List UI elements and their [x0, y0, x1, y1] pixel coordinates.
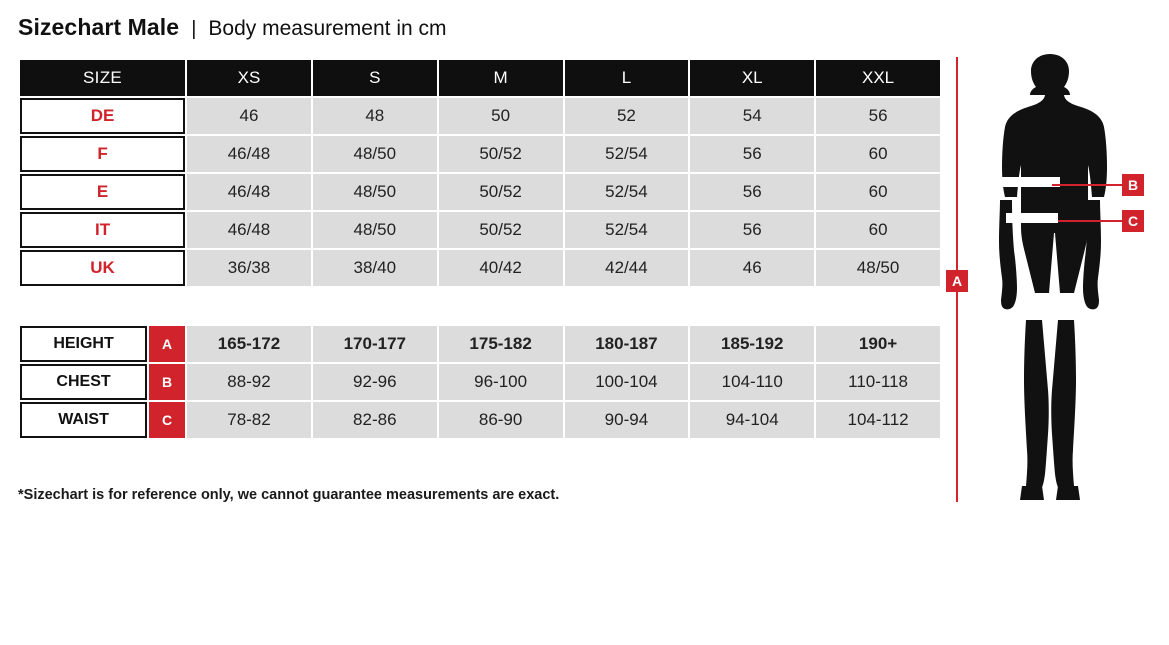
cell-de-xl: 54	[690, 98, 814, 134]
cell-uk-s: 38/40	[313, 250, 437, 286]
row-label-f: F	[20, 136, 185, 172]
cell-it-xxl: 60	[816, 212, 940, 248]
cell-f-xs: 46/48	[187, 136, 311, 172]
cell-it-xl: 56	[690, 212, 814, 248]
title-subtitle: Body measurement in cm	[208, 17, 447, 40]
table-row	[20, 250, 940, 286]
cell-waist-s: 82-86	[313, 402, 437, 438]
cell-chest-s: 92-96	[313, 364, 437, 400]
cell-height-s: 170-177	[313, 326, 437, 362]
cell-e-l: 52/54	[565, 174, 689, 210]
cell-chest-m: 96-100	[439, 364, 563, 400]
cell-waist-xl: 94-104	[690, 402, 814, 438]
cell-waist-l: 90-94	[565, 402, 689, 438]
cell-uk-xxl: 48/50	[816, 250, 940, 286]
footnote-text: *Sizechart is for reference only, we cannot guarantee measurements are exact.	[18, 487, 560, 503]
cell-it-s: 48/50	[313, 212, 437, 248]
cell-height-m: 175-182	[439, 326, 563, 362]
sizechart-table	[18, 58, 942, 440]
cell-f-l: 52/54	[565, 136, 689, 172]
cell-chest-xxl: 110-118	[816, 364, 940, 400]
row-label-uk: UK	[20, 250, 185, 286]
table-row	[20, 212, 940, 248]
cell-chest-l: 100-104	[565, 364, 689, 400]
cell-de-l: 52	[565, 98, 689, 134]
badge-chest-b: B	[149, 364, 185, 400]
cell-uk-m: 40/42	[439, 250, 563, 286]
table-row	[20, 136, 940, 172]
figure-badge-b: B	[1122, 174, 1144, 196]
cell-height-l: 180-187	[565, 326, 689, 362]
cell-e-xs: 46/48	[187, 174, 311, 210]
table-row	[20, 98, 940, 134]
title-separator: |	[191, 18, 197, 40]
cell-it-l: 52/54	[565, 212, 689, 248]
cell-height-xl: 185-192	[690, 326, 814, 362]
column-header-xl: XL	[690, 60, 814, 96]
table-row	[20, 174, 940, 210]
cell-e-s: 48/50	[313, 174, 437, 210]
cell-chest-xl: 104-110	[690, 364, 814, 400]
table-row	[20, 326, 940, 362]
body-figure	[940, 52, 1155, 512]
cell-it-m: 50/52	[439, 212, 563, 248]
sizechart-table-wrapper	[18, 58, 942, 440]
badge-height-a: A	[149, 326, 185, 362]
figure-badge-a: A	[946, 270, 968, 292]
column-header-l: L	[565, 60, 689, 96]
cell-waist-xxl: 104-112	[816, 402, 940, 438]
cell-f-s: 48/50	[313, 136, 437, 172]
row-label-height: HEIGHT	[20, 326, 147, 362]
table-header-row	[20, 60, 940, 96]
cell-waist-m: 86-90	[439, 402, 563, 438]
cell-de-xs: 46	[187, 98, 311, 134]
row-label-e: E	[20, 174, 185, 210]
badge-waist-c: C	[149, 402, 185, 438]
cell-e-xxl: 60	[816, 174, 940, 210]
cell-f-xl: 56	[690, 136, 814, 172]
column-header-m: M	[439, 60, 563, 96]
column-header-s: S	[313, 60, 437, 96]
page-title	[18, 14, 447, 41]
waist-measure-band	[1006, 213, 1058, 223]
column-header-xs: XS	[187, 60, 311, 96]
row-label-it: IT	[20, 212, 185, 248]
column-header-xxl: XXL	[816, 60, 940, 96]
column-header-size: SIZE	[20, 60, 185, 96]
waist-leader-line	[1058, 220, 1124, 222]
table-spacer	[20, 288, 940, 324]
cell-f-xxl: 60	[816, 136, 940, 172]
cell-height-xxl: 190+	[816, 326, 940, 362]
cell-uk-xl: 46	[690, 250, 814, 286]
title-main: Sizechart Male	[18, 14, 180, 40]
cell-chest-xs: 88-92	[187, 364, 311, 400]
cell-de-m: 50	[439, 98, 563, 134]
table-row	[20, 364, 940, 400]
cell-it-xs: 46/48	[187, 212, 311, 248]
cell-de-xxl: 56	[816, 98, 940, 134]
chest-leader-line	[1052, 184, 1124, 186]
row-label-chest: CHEST	[20, 364, 147, 400]
male-body-silhouette-icon	[970, 52, 1130, 507]
cell-uk-xs: 36/38	[187, 250, 311, 286]
cell-e-xl: 56	[690, 174, 814, 210]
cell-waist-xs: 78-82	[187, 402, 311, 438]
row-label-de: DE	[20, 98, 185, 134]
cell-f-m: 50/52	[439, 136, 563, 172]
cell-height-xs: 165-172	[187, 326, 311, 362]
cell-de-s: 48	[313, 98, 437, 134]
figure-badge-c: C	[1122, 210, 1144, 232]
cell-e-m: 50/52	[439, 174, 563, 210]
table-row	[20, 402, 940, 438]
row-label-waist: WAIST	[20, 402, 147, 438]
cell-uk-l: 42/44	[565, 250, 689, 286]
